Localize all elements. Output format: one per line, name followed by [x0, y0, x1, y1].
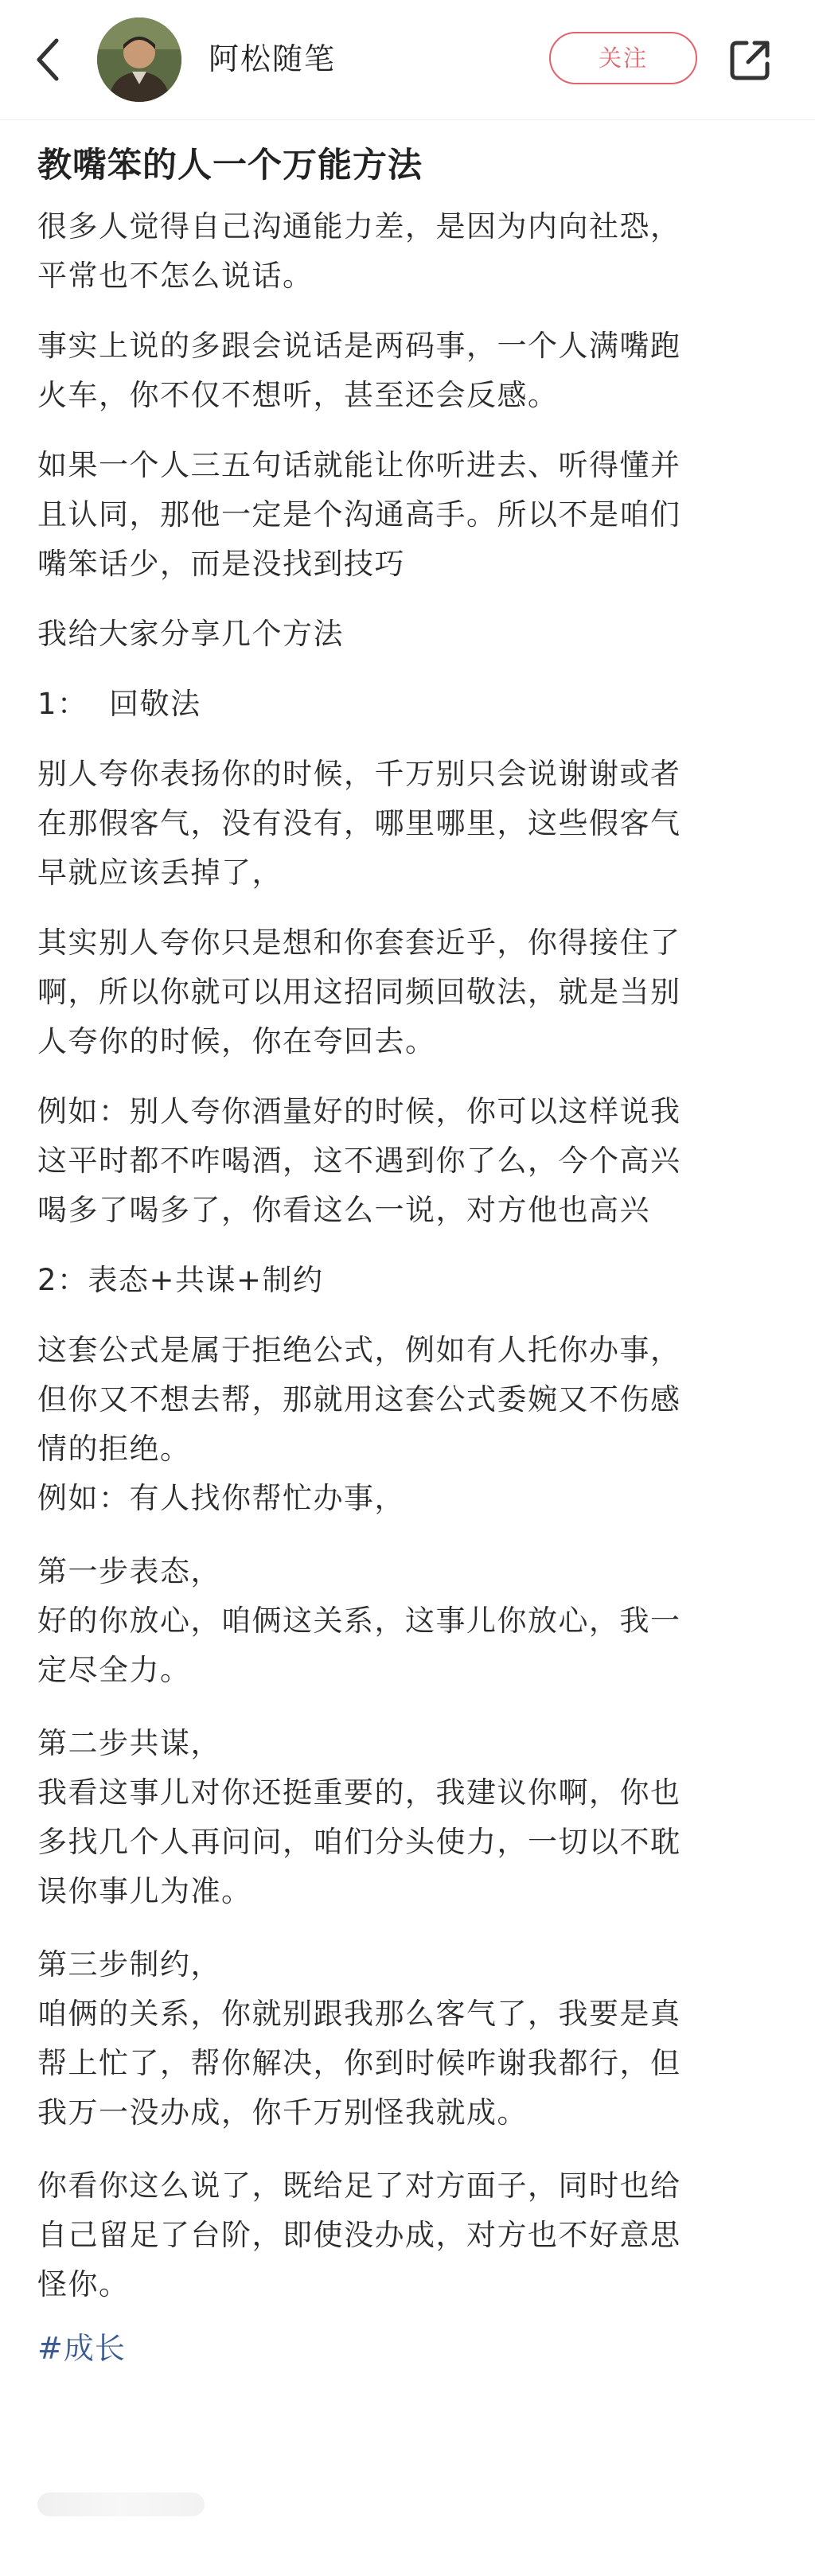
article-paragraph: 别人夸你表扬你的时候，千万别只会说谢谢或者 在那假客气，没有没有，哪里哪里，这些假客气 早就应该丢掉了， [37, 757, 681, 890]
article-title: 教嘴笨的人一个万能方法 [37, 146, 423, 185]
chevron-left-icon [34, 37, 61, 82]
section-heading: 2：表态+共谋+制约 [37, 1263, 324, 1297]
article-paragraph: 事实上说的多跟会说话是两码事，一个人满嘴跑 火车，你不仅不想听，甚至还会反感。 [37, 329, 681, 412]
follow-button[interactable]: 关注 [549, 32, 697, 84]
top-nav-bar [0, 0, 815, 120]
back-button[interactable] [24, 32, 72, 88]
article-paragraph: 第三步制约， 咱俩的关系，你就别跟我那么客气了，我要是真 帮上忙了，帮你解决，你到时候咋谢我都行，但 我万一没办成，你千万别怪我就成。 [37, 1947, 681, 2130]
article-paragraph: 第二步共谋， 我看这事儿对你还挺重要的，我建议你啊，你也 多找几个人再问问，咱们分头使力，一切以不耽 误你事儿为准。 [37, 1726, 681, 1908]
article-paragraph: 这套公式是属于拒绝公式，例如有人托你办事， 但你又不想去帮，那就用这套公式委婉又不伤感 情的拒绝。 [37, 1333, 681, 1466]
share-external-icon [726, 37, 774, 84]
section-heading: 1： 回敬法 [37, 687, 201, 721]
article-paragraph: 第一步表态， 好的你放心，咱俩这关系，这事儿你放心，我一 定尽全力。 [37, 1554, 681, 1687]
author-name[interactable]: 阿松随笔 [209, 41, 337, 76]
article-paragraph: 很多人觉得自己沟通能力差，是因为内向社恐， 平常也不怎么说话。 [37, 209, 681, 293]
avatar-image [97, 18, 181, 102]
avatar[interactable] [97, 18, 181, 102]
article-paragraph: 例如：有人找你帮忙办事， [37, 1481, 405, 1515]
article-paragraph: 你看你这么说了，既给足了对方面子，同时也给 自己留足了台阶，即使没办成，对方也不好意思 怪你。 [37, 2169, 681, 2301]
article-paragraph: 我给大家分享几个方法 [37, 617, 344, 651]
article-body [37, 119, 786, 2373]
topic-tag[interactable]: #成长 [37, 2331, 126, 2366]
blurred-footer-text [37, 2492, 205, 2516]
article-paragraph: 其实别人夸你只是想和你套套近乎，你得接住了 啊，所以你就可以用这招同频回敬法，就是当别 人夸你的时候，你在夸回去。 [37, 926, 681, 1058]
share-button[interactable] [719, 30, 780, 91]
article-paragraph: 如果一个人三五句话就能让你听进去、听得懂并 且认同，那他一定是个沟通高手。所以不是咱们 嘴笨话少，而是没找到技巧 [37, 448, 681, 581]
article-paragraph: 例如：别人夸你酒量好的时候，你可以这样说我 这平时都不咋喝酒，这不遇到你了么，今个高兴 喝多了喝多了，你看这么一说，对方他也高兴 [37, 1094, 681, 1227]
